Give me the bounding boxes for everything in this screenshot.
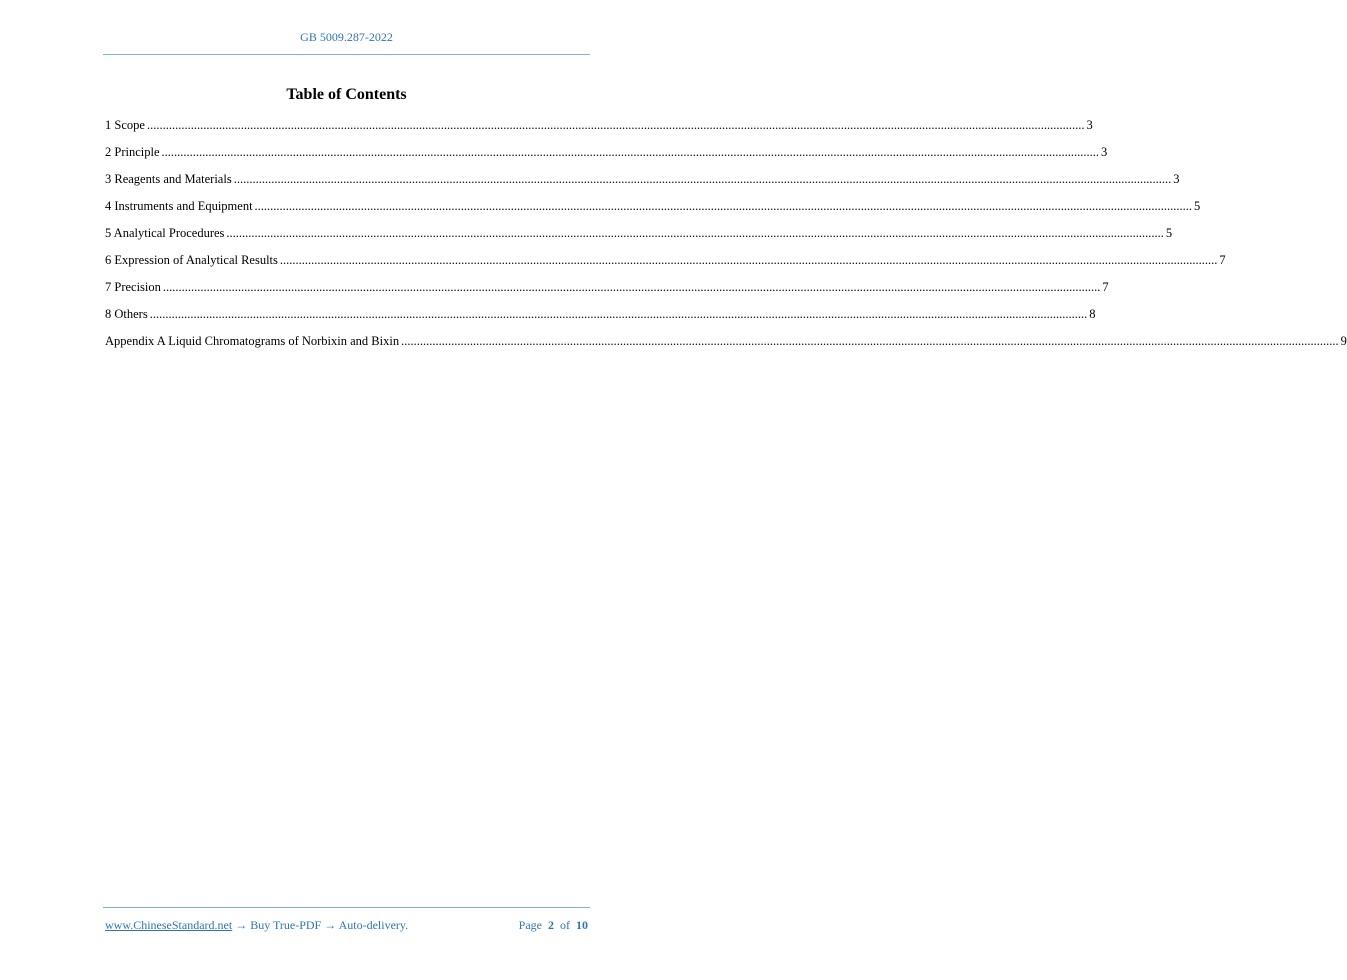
toc-dot-leader: ............................................................................................................................................................................................................................................................................................................ — [226, 226, 1164, 240]
toc-entry-label: 6 Expression of Analytical Results — [105, 253, 278, 267]
toc-entry-label: 4 Instruments and Equipment — [105, 199, 253, 213]
page-label: Page — [518, 918, 542, 932]
auto-delivery-text: Auto-delivery. — [338, 918, 409, 932]
toc-entry-instruments[interactable] — [105, 199, 1201, 226]
toc-entry-scope[interactable] — [105, 118, 1093, 145]
toc-entry-label: 3 Reagents and Materials — [105, 172, 232, 186]
toc-entry-page: 3 — [1173, 172, 1180, 186]
toc-entry-appendix-a[interactable] — [105, 334, 1347, 361]
toc-entry-page: 5 — [1194, 199, 1201, 213]
table-of-contents — [105, 118, 1347, 361]
toc-dot-leader: ............................................................................................................................................................................................................................................................................................................ — [161, 145, 1100, 159]
toc-dot-leader: ............................................................................................................................................................................................................................................................................................................ — [254, 199, 1193, 213]
toc-entry-procedures[interactable] — [105, 226, 1173, 253]
toc-entry-page: 9 — [1340, 334, 1347, 348]
toc-dot-leader: ............................................................................................................................................................................................................................................................................................................ — [146, 118, 1085, 132]
footer-promo — [105, 918, 408, 933]
toc-entry-reagents[interactable] — [105, 172, 1180, 199]
toc-entry-label: 5 Analytical Procedures — [105, 226, 225, 240]
toc-entry-others[interactable] — [105, 307, 1096, 334]
toc-title: Table of Contents — [286, 86, 407, 103]
buy-pdf-text: Buy True-PDF — [250, 918, 322, 932]
toc-entry-label: Appendix A Liquid Chromatograms of Norbixin and Bixin — [105, 334, 400, 348]
current-page-number: 2 — [548, 918, 554, 932]
toc-entry-precision[interactable] — [105, 280, 1109, 307]
page-indicator — [519, 918, 588, 933]
toc-entry-page: 3 — [1086, 118, 1093, 132]
toc-dot-leader: ............................................................................................................................................................................................................................................................................................................ — [149, 307, 1088, 321]
arrow-right-icon: → — [324, 918, 337, 932]
toc-entry-label: 1 Scope — [105, 118, 145, 132]
toc-entry-page: 7 — [1102, 280, 1109, 294]
toc-entry-page: 7 — [1219, 253, 1226, 267]
header-divider — [103, 54, 590, 55]
toc-entry-page: 8 — [1089, 307, 1096, 321]
website-link[interactable]: www.ChineseStandard.net — [105, 918, 233, 932]
toc-entry-principle[interactable] — [105, 145, 1108, 172]
arrow-right-icon: → — [235, 918, 248, 932]
toc-dot-leader: ............................................................................................................................................................................................................................................................................................................ — [279, 253, 1218, 267]
toc-entry-page: 5 — [1165, 226, 1173, 240]
toc-dot-leader: ............................................................................................................................................................................................................................................................................................................ — [162, 280, 1101, 294]
total-pages-number: 10 — [576, 918, 588, 932]
running-header: GB 5009.287-2022 — [300, 30, 393, 44]
toc-entry-results[interactable] — [105, 253, 1226, 280]
toc-entry-label: 7 Precision — [105, 280, 161, 294]
toc-entry-label: 8 Others — [105, 307, 148, 321]
toc-entry-page: 3 — [1101, 145, 1108, 159]
toc-entry-label: 2 Principle — [105, 145, 160, 159]
toc-dot-leader: ............................................................................................................................................................................................................................................................................................................ — [401, 334, 1339, 348]
footer-divider — [103, 907, 590, 908]
toc-dot-leader: ............................................................................................................................................................................................................................................................................................................ — [233, 172, 1172, 186]
of-label: of — [560, 918, 570, 932]
